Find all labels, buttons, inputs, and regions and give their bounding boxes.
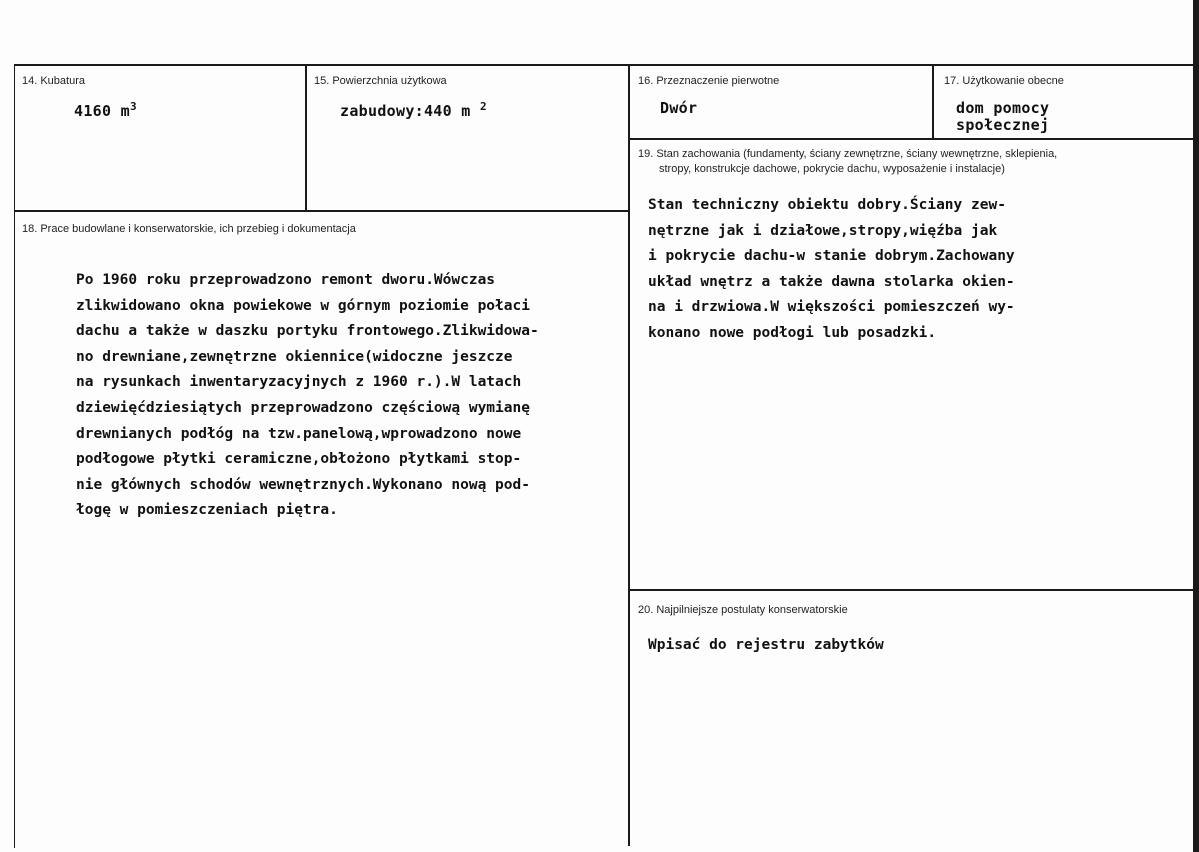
field-14-value: 4160 $m^3$ <box>74 100 137 120</box>
field-19-label <box>638 147 1057 177</box>
field-18-line: Po 1960 roku przeprowadzono remont dworu.Wówczas <box>76 272 496 288</box>
field-17-line-1: dom pomocy <box>956 99 1050 117</box>
field-19-line: konano nowe podłogi lub posadzki. <box>648 324 937 341</box>
field-19-text <box>648 193 1015 347</box>
scan-edge <box>1193 0 1199 852</box>
divider-row1-left <box>14 210 629 212</box>
field-18-line: no drewniane,zewnętrzne okiennice(widoczne jeszcze <box>76 348 513 365</box>
field-19-label-line-1: 19. Stan zachowania (fundamenty, ściany zewnętrzne, ściany wewnętrzne, sklepienia, <box>638 148 1058 160</box>
field-18-line: nie głównych schodów wewnętrznych.Wykonano nową pod- <box>76 476 530 493</box>
field-18-line: dziewięćdziesiątych przeprowadzono częściową wymianę <box>76 399 530 416</box>
field-18-line: drewnianych podłóg na tzw.panelową,wprowadzono nowe <box>76 425 522 442</box>
field-18-line: dachu a także w daszku portyku frontowego.Zlikwidowa- <box>76 323 539 340</box>
field-20-value <box>648 633 884 659</box>
field-16-label: 16. Przeznaczenie pierwotne <box>638 75 780 87</box>
field-19-line: Stan techniczny obiektu dobry.Ściany zew- <box>648 197 1006 213</box>
field-14-label: 14. Kubatura <box>22 75 85 87</box>
field-16-value: Dwór <box>660 99 698 117</box>
field-17-label: 17. Użytkowanie obecne <box>944 75 1064 87</box>
divider-row1-right <box>628 138 1194 140</box>
field-19-label-line-2: stropy, konstrukcje dachowe, pokrycie dachu, wyposażenie i instalacje) <box>659 163 1005 175</box>
field-18-line: na rysunkach inwentaryzacyjnych z 1960 r.).W latach <box>76 374 522 391</box>
field-18-text <box>76 268 539 524</box>
field-19-line: i pokrycie dachu-w stanie dobrym.Zachowany <box>648 248 1015 265</box>
field-18-line: łogę w pomieszczeniach piętra. <box>76 502 338 519</box>
divider-right-col <box>932 66 934 138</box>
divider-left-col <box>305 66 307 211</box>
field-15-value: zabudowy:440 m $^2$ <box>340 100 487 120</box>
field-19-line: na i drzwiowa.W większości pomieszczeń wy- <box>648 299 1015 316</box>
field-18-line: zlikwidowano okna powiekowe w górnym poziomie połaci <box>76 297 530 314</box>
divider-row2-right <box>628 589 1194 591</box>
field-18-line: podłogowe płytki ceramiczne,obłożono płytkami stop- <box>76 451 522 468</box>
field-15-label: 15. Powierzchnia użytkowa <box>314 75 447 87</box>
divider-center <box>628 66 630 846</box>
field-19-line: układ wnętrz a także dawna stolarka okien- <box>648 273 1015 290</box>
field-20-label: 20. Najpilniejsze postulaty konserwatorskie <box>638 604 848 616</box>
field-19-line: nętrzne jak i działowe,stropy,więźba jak <box>648 222 998 239</box>
field-18-label: 18. Prace budowlane i konserwatorskie, ich przebieg i dokumentacja <box>22 223 356 235</box>
field-17-line-2: społecznej <box>956 116 1050 134</box>
field-20-line: Wpisać do rejestru zabytków <box>648 637 884 653</box>
